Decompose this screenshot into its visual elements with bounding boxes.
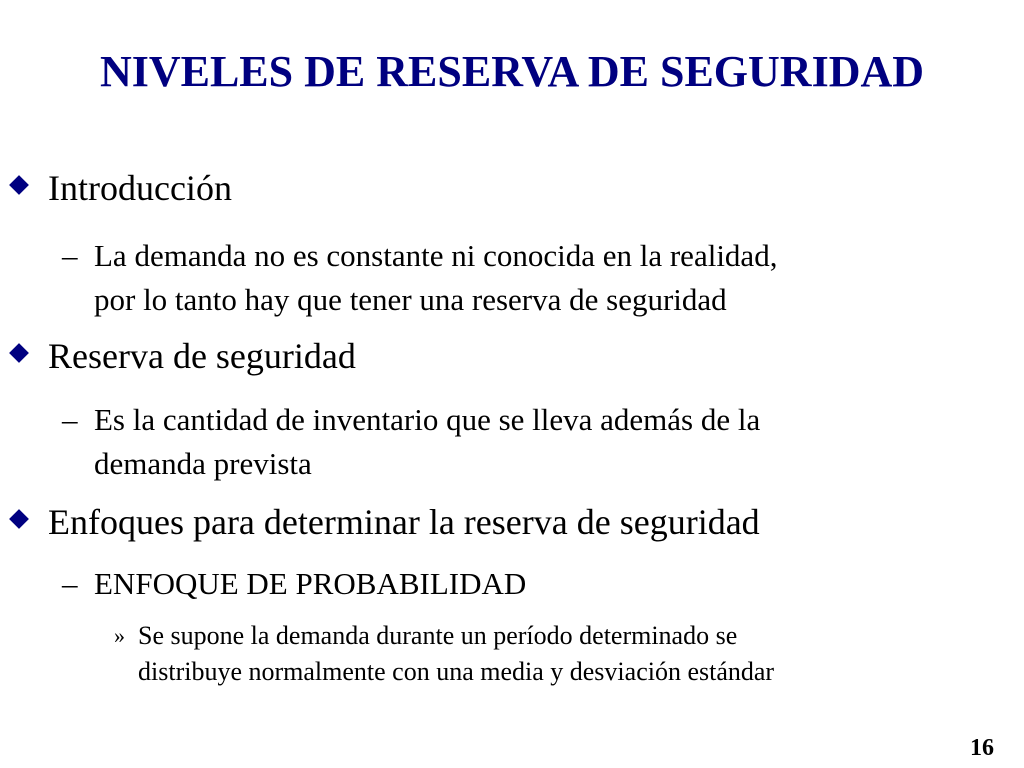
diamond-bullet-icon (9, 175, 29, 195)
page-number: 16 (970, 735, 994, 761)
sub-bullet-line: demanda prevista (94, 446, 312, 481)
dash-bullet-icon: – (62, 238, 78, 273)
sub-bullet-cantidad (62, 398, 994, 486)
sub-bullet-line: La demanda no es constante ni conocida en la realidad, (94, 238, 778, 273)
slide-title: NIVELES DE RESERVA DE SEGURIDAD (99, 47, 925, 96)
chevron-right-double-icon: » (114, 623, 125, 648)
sub-bullet-demanda (62, 234, 994, 322)
bullet-enfoques (48, 502, 760, 542)
sub-bullet-enfoque-probabilidad (62, 562, 994, 606)
bullet-label: Reserva de seguridad (48, 336, 356, 376)
sub-sub-bullet-line: Se supone la demanda durante un período determinado se (138, 621, 738, 650)
sub-sub-bullet-distribucion (114, 618, 998, 690)
sub-bullet-line: por lo tanto hay que tener una reserva de seguridad (94, 282, 727, 317)
bullet-label: Enfoques para determinar la reserva de seguridad (48, 502, 760, 542)
bullet-introduccion (48, 168, 232, 208)
diamond-bullet-icon (9, 509, 29, 529)
dash-bullet-icon: – (62, 566, 78, 601)
sub-bullet-line: Es la cantidad de inventario que se lleva además de la (94, 402, 761, 437)
dash-bullet-icon: – (62, 402, 78, 437)
diamond-bullet-icon (9, 343, 29, 363)
bullet-label: Introducción (48, 168, 232, 208)
sub-sub-bullet-line: distribuye normalmente con una media y desviación estándar (138, 657, 775, 686)
bullet-reserva-de-seguridad (48, 336, 356, 376)
sub-bullet-line: ENFOQUE DE PROBABILIDAD (94, 566, 527, 601)
